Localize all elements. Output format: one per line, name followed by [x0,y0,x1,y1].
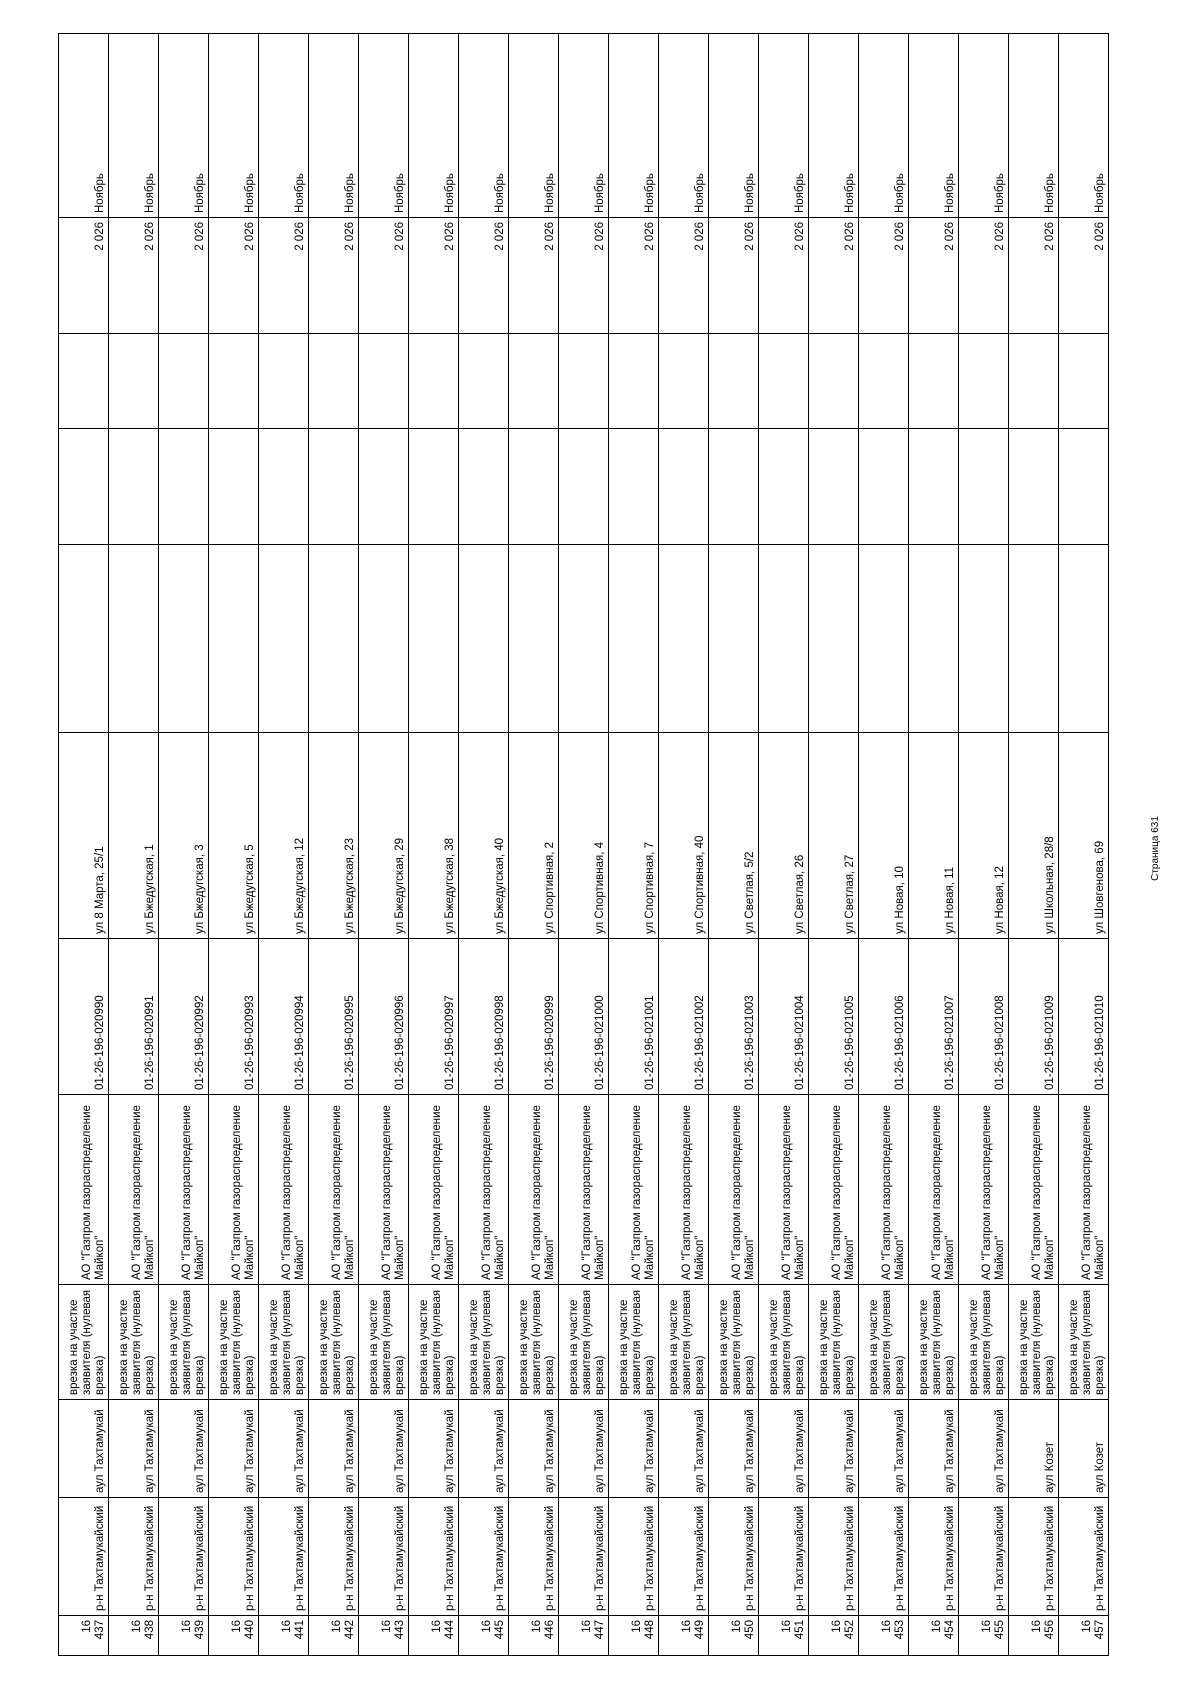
row-number: 16 452 [809,1616,859,1656]
month-cell: Ноябрь [409,34,459,218]
row-number: 16 449 [659,1616,709,1656]
table-row [359,34,409,1656]
address-cell: ул Спортивная, 2 [509,733,559,939]
year-cell: 2 026 [559,218,609,334]
empty-cell [709,545,759,733]
work-type-cell: врезка на участке заявителя (нулевая врезка) [359,1285,409,1400]
object-code-cell: 01-26-196-020990 [59,939,109,1095]
organization-cell: АО "Газпром газораспределение Майкоп" [1009,1095,1059,1285]
organization-cell: АО "Газпром газораспределение Майкоп" [359,1095,409,1285]
empty-cell [159,545,209,733]
district-cell: р-н Тахтамукайский [859,1498,909,1616]
empty-cell [409,545,459,733]
empty-cell [659,334,709,429]
year-cell: 2 026 [709,218,759,334]
row-number: 16 455 [959,1616,1009,1656]
month-cell: Ноябрь [659,34,709,218]
work-type-cell: врезка на участке заявителя (нулевая врезка) [609,1285,659,1400]
empty-cell [959,334,1009,429]
row-number: 16 457 [1059,1616,1109,1656]
empty-cell [259,334,309,429]
work-type-cell: врезка на участке заявителя (нулевая врезка) [459,1285,509,1400]
empty-cell [809,545,859,733]
organization-cell: АО "Газпром газораспределение Майкоп" [959,1095,1009,1285]
empty-cell [709,334,759,429]
address-cell: ул Светлая, 26 [759,733,809,939]
year-cell: 2 026 [459,218,509,334]
year-cell: 2 026 [759,218,809,334]
locality-cell: аул Тахтамукай [109,1400,159,1498]
table-row [159,34,209,1656]
empty-cell [759,545,809,733]
organization-cell: АО "Газпром газораспределение Майкоп" [559,1095,609,1285]
address-cell: ул Бжедугская, 3 [159,733,209,939]
organization-cell: АО "Газпром газораспределение Майкоп" [259,1095,309,1285]
empty-cell [559,545,609,733]
work-type-cell: врезка на участке заявителя (нулевая врезка) [709,1285,759,1400]
empty-cell [659,429,709,545]
locality-cell: аул Тахтамукай [459,1400,509,1498]
object-code-cell: 01-26-196-021005 [809,939,859,1095]
empty-cell [309,429,359,545]
table-row [109,34,159,1656]
table-row [809,34,859,1656]
locality-cell: аул Тахтамукай [59,1400,109,1498]
work-type-cell: врезка на участке заявителя (нулевая врезка) [659,1285,709,1400]
empty-cell [259,429,309,545]
address-cell: ул Спортивная, 7 [609,733,659,939]
organization-cell: АО "Газпром газораспределение Майкоп" [159,1095,209,1285]
district-cell: р-н Тахтамукайский [559,1498,609,1616]
empty-cell [859,429,909,545]
district-cell: р-н Тахтамукайский [1009,1498,1059,1616]
empty-cell [959,545,1009,733]
address-cell: ул Новая, 10 [859,733,909,939]
empty-cell [609,429,659,545]
row-number: 16 453 [859,1616,909,1656]
empty-cell [609,545,659,733]
object-code-cell: 01-26-196-021002 [659,939,709,1095]
year-cell: 2 026 [309,218,359,334]
empty-cell [509,545,559,733]
month-cell: Ноябрь [909,34,959,218]
row-number: 16 454 [909,1616,959,1656]
table-row [1009,34,1059,1656]
locality-cell: аул Тахтамукай [159,1400,209,1498]
district-cell: р-н Тахтамукайский [659,1498,709,1616]
organization-cell: АО "Газпром газораспределение Майкоп" [209,1095,259,1285]
row-number: 16 447 [559,1616,609,1656]
year-cell: 2 026 [909,218,959,334]
month-cell: Ноябрь [809,34,859,218]
empty-cell [209,334,259,429]
year-cell: 2 026 [409,218,459,334]
table-row [59,34,109,1656]
table-row [659,34,709,1656]
object-code-cell: 01-26-196-020996 [359,939,409,1095]
empty-cell [459,429,509,545]
address-cell: ул 8 Марта, 25/1 [59,733,109,939]
organization-cell: АО "Газпром газораспределение Майкоп" [709,1095,759,1285]
object-code-cell: 01-26-196-021006 [859,939,909,1095]
address-cell: ул Бжедугская, 12 [259,733,309,939]
locality-cell: аул Тахтамукай [859,1400,909,1498]
address-cell: ул Бжедугская, 23 [309,733,359,939]
data-table [58,33,1109,1656]
district-cell: р-н Тахтамукайский [359,1498,409,1616]
row-number: 16 443 [359,1616,409,1656]
row-number: 16 438 [109,1616,159,1656]
year-cell: 2 026 [509,218,559,334]
row-number: 16 442 [309,1616,359,1656]
work-type-cell: врезка на участке заявителя (нулевая врезка) [909,1285,959,1400]
locality-cell: аул Тахтамукай [409,1400,459,1498]
empty-cell [309,334,359,429]
locality-cell: аул Тахтамукай [309,1400,359,1498]
locality-cell: аул Козет [1059,1400,1109,1498]
month-cell: Ноябрь [759,34,809,218]
empty-cell [159,429,209,545]
month-cell: Ноябрь [1009,34,1059,218]
locality-cell: аул Тахтамукай [809,1400,859,1498]
work-type-cell: врезка на участке заявителя (нулевая врезка) [809,1285,859,1400]
table-row [409,34,459,1656]
district-cell: р-н Тахтамукайский [1059,1498,1109,1616]
district-cell: р-н Тахтамукайский [209,1498,259,1616]
object-code-cell: 01-26-196-020993 [209,939,259,1095]
row-number: 16 441 [259,1616,309,1656]
organization-cell: АО "Газпром газораспределение Майкоп" [909,1095,959,1285]
table-row [459,34,509,1656]
work-type-cell: врезка на участке заявителя (нулевая врезка) [1059,1285,1109,1400]
object-code-cell: 01-26-196-020998 [459,939,509,1095]
page-number: Страница 631 [1150,816,1161,881]
locality-cell: аул Тахтамукай [559,1400,609,1498]
table-row [559,34,609,1656]
row-number: 16 437 [59,1616,109,1656]
locality-cell: аул Тахтамукай [609,1400,659,1498]
organization-cell: АО "Газпром газораспределение Майкоп" [59,1095,109,1285]
locality-cell: аул Тахтамукай [709,1400,759,1498]
object-code-cell: 01-26-196-021001 [609,939,659,1095]
month-cell: Ноябрь [159,34,209,218]
row-number: 16 439 [159,1616,209,1656]
organization-cell: АО "Газпром газораспределение Майкоп" [809,1095,859,1285]
year-cell: 2 026 [1009,218,1059,334]
empty-cell [759,429,809,545]
district-cell: р-н Тахтамукайский [259,1498,309,1616]
district-cell: р-н Тахтамукайский [909,1498,959,1616]
empty-cell [659,545,709,733]
year-cell: 2 026 [359,218,409,334]
address-cell: ул Бжедугская, 1 [109,733,159,939]
object-code-cell: 01-26-196-021003 [709,939,759,1095]
year-cell: 2 026 [159,218,209,334]
work-type-cell: врезка на участке заявителя (нулевая врезка) [859,1285,909,1400]
empty-cell [1059,545,1109,733]
empty-cell [359,334,409,429]
district-cell: р-н Тахтамукайский [59,1498,109,1616]
table-row [859,34,909,1656]
work-type-cell: врезка на участке заявителя (нулевая врезка) [759,1285,809,1400]
empty-cell [359,545,409,733]
address-cell: ул Бжедугская, 29 [359,733,409,939]
work-type-cell: врезка на участке заявителя (нулевая врезка) [559,1285,609,1400]
month-cell: Ноябрь [609,34,659,218]
object-code-cell: 01-26-196-021010 [1059,939,1109,1095]
row-number: 16 450 [709,1616,759,1656]
empty-cell [409,429,459,545]
empty-cell [109,334,159,429]
year-cell: 2 026 [809,218,859,334]
address-cell: ул Школьная, 28/8 [1009,733,1059,939]
locality-cell: аул Козет [1009,1400,1059,1498]
year-cell: 2 026 [1059,218,1109,334]
month-cell: Ноябрь [709,34,759,218]
empty-cell [959,429,1009,545]
empty-cell [909,429,959,545]
empty-cell [1059,334,1109,429]
district-cell: р-н Тахтамукайский [959,1498,1009,1616]
empty-cell [109,545,159,733]
district-cell: р-н Тахтамукайский [709,1498,759,1616]
organization-cell: АО "Газпром газораспределение Майкоп" [309,1095,359,1285]
locality-cell: аул Тахтамукай [209,1400,259,1498]
empty-cell [359,429,409,545]
row-number: 16 444 [409,1616,459,1656]
address-cell: ул Светлая, 5/2 [709,733,759,939]
object-code-cell: 01-26-196-020991 [109,939,159,1095]
empty-cell [909,545,959,733]
object-code-cell: 01-26-196-021004 [759,939,809,1095]
empty-cell [59,545,109,733]
table-row [1059,34,1109,1656]
address-cell: ул Спортивная, 40 [659,733,709,939]
month-cell: Ноябрь [309,34,359,218]
address-cell: ул Новая, 11 [909,733,959,939]
year-cell: 2 026 [659,218,709,334]
locality-cell: аул Тахтамукай [259,1400,309,1498]
work-type-cell: врезка на участке заявителя (нулевая врезка) [59,1285,109,1400]
empty-cell [609,334,659,429]
organization-cell: АО "Газпром газораспределение Майкоп" [659,1095,709,1285]
row-number: 16 446 [509,1616,559,1656]
year-cell: 2 026 [259,218,309,334]
work-type-cell: врезка на участке заявителя (нулевая врезка) [259,1285,309,1400]
organization-cell: АО "Газпром газораспределение Майкоп" [409,1095,459,1285]
empty-cell [1009,429,1059,545]
row-number: 16 451 [759,1616,809,1656]
organization-cell: АО "Газпром газораспределение Майкоп" [859,1095,909,1285]
row-number: 16 456 [1009,1616,1059,1656]
table-row [309,34,359,1656]
table-row [259,34,309,1656]
address-cell: ул Бжедугская, 40 [459,733,509,939]
organization-cell: АО "Газпром газораспределение Майкоп" [459,1095,509,1285]
work-type-cell: врезка на участке заявителя (нулевая врезка) [109,1285,159,1400]
month-cell: Ноябрь [559,34,609,218]
empty-cell [259,545,309,733]
locality-cell: аул Тахтамукай [659,1400,709,1498]
empty-cell [509,334,559,429]
district-cell: р-н Тахтамукайский [159,1498,209,1616]
object-code-cell: 01-26-196-021007 [909,939,959,1095]
year-cell: 2 026 [59,218,109,334]
organization-cell: АО "Газпром газораспределение Майкоп" [759,1095,809,1285]
table-row [759,34,809,1656]
work-type-cell: врезка на участке заявителя (нулевая врезка) [409,1285,459,1400]
empty-cell [509,429,559,545]
district-cell: р-н Тахтамукайский [109,1498,159,1616]
object-code-cell: 01-26-196-020994 [259,939,309,1095]
year-cell: 2 026 [209,218,259,334]
district-cell: р-н Тахтамукайский [309,1498,359,1616]
month-cell: Ноябрь [509,34,559,218]
empty-cell [459,334,509,429]
locality-cell: аул Тахтамукай [359,1400,409,1498]
empty-cell [859,334,909,429]
object-code-cell: 01-26-196-020992 [159,939,209,1095]
organization-cell: АО "Газпром газораспределение Майкоп" [1059,1095,1109,1285]
empty-cell [559,429,609,545]
organization-cell: АО "Газпром газораспределение Майкоп" [609,1095,659,1285]
locality-cell: аул Тахтамукай [759,1400,809,1498]
district-cell: р-н Тахтамукайский [459,1498,509,1616]
empty-cell [409,334,459,429]
table-row [509,34,559,1656]
organization-cell: АО "Газпром газораспределение Майкоп" [509,1095,559,1285]
month-cell: Ноябрь [959,34,1009,218]
empty-cell [759,334,809,429]
work-type-cell: врезка на участке заявителя (нулевая врезка) [509,1285,559,1400]
table-row [709,34,759,1656]
empty-cell [709,429,759,545]
empty-cell [59,334,109,429]
district-cell: р-н Тахтамукайский [609,1498,659,1616]
locality-cell: аул Тахтамукай [959,1400,1009,1498]
month-cell: Ноябрь [459,34,509,218]
object-code-cell: 01-26-196-021000 [559,939,609,1095]
address-cell: ул Новая, 12 [959,733,1009,939]
empty-cell [309,545,359,733]
row-number: 16 440 [209,1616,259,1656]
table-row [959,34,1009,1656]
district-cell: р-н Тахтамукайский [759,1498,809,1616]
year-cell: 2 026 [609,218,659,334]
month-cell: Ноябрь [259,34,309,218]
locality-cell: аул Тахтамукай [909,1400,959,1498]
work-type-cell: врезка на участке заявителя (нулевая врезка) [959,1285,1009,1400]
empty-cell [459,545,509,733]
object-code-cell: 01-26-196-020995 [309,939,359,1095]
work-type-cell: врезка на участке заявителя (нулевая врезка) [209,1285,259,1400]
empty-cell [909,334,959,429]
month-cell: Ноябрь [209,34,259,218]
empty-cell [159,334,209,429]
year-cell: 2 026 [959,218,1009,334]
work-type-cell: врезка на участке заявителя (нулевая врезка) [309,1285,359,1400]
empty-cell [59,429,109,545]
address-cell: ул Спортивная, 4 [559,733,609,939]
empty-cell [809,334,859,429]
address-cell: ул Светлая, 27 [809,733,859,939]
empty-cell [809,429,859,545]
year-cell: 2 026 [859,218,909,334]
table-row [609,34,659,1656]
district-cell: р-н Тахтамукайский [409,1498,459,1616]
organization-cell: АО "Газпром газораспределение Майкоп" [109,1095,159,1285]
empty-cell [1009,545,1059,733]
empty-cell [109,429,159,545]
address-cell: ул Шовгенова, 69 [1059,733,1109,939]
year-cell: 2 026 [109,218,159,334]
work-type-cell: врезка на участке заявителя (нулевая врезка) [1009,1285,1059,1400]
district-cell: р-н Тахтамукайский [509,1498,559,1616]
month-cell: Ноябрь [359,34,409,218]
table-row [209,34,259,1656]
object-code-cell: 01-26-196-021009 [1009,939,1059,1095]
table-row [909,34,959,1656]
empty-cell [859,545,909,733]
empty-cell [209,545,259,733]
empty-cell [559,334,609,429]
object-code-cell: 01-26-196-020997 [409,939,459,1095]
month-cell: Ноябрь [109,34,159,218]
address-cell: ул Бжедугская, 38 [409,733,459,939]
empty-cell [1009,334,1059,429]
month-cell: Ноябрь [59,34,109,218]
district-cell: р-н Тахтамукайский [809,1498,859,1616]
month-cell: Ноябрь [1059,34,1109,218]
work-type-cell: врезка на участке заявителя (нулевая врезка) [159,1285,209,1400]
row-number: 16 445 [459,1616,509,1656]
address-cell: ул Бжедугская, 5 [209,733,259,939]
month-cell: Ноябрь [859,34,909,218]
locality-cell: аул Тахтамукай [509,1400,559,1498]
row-number: 16 448 [609,1616,659,1656]
object-code-cell: 01-26-196-020999 [509,939,559,1095]
object-code-cell: 01-26-196-021008 [959,939,1009,1095]
empty-cell [209,429,259,545]
empty-cell [1059,429,1109,545]
